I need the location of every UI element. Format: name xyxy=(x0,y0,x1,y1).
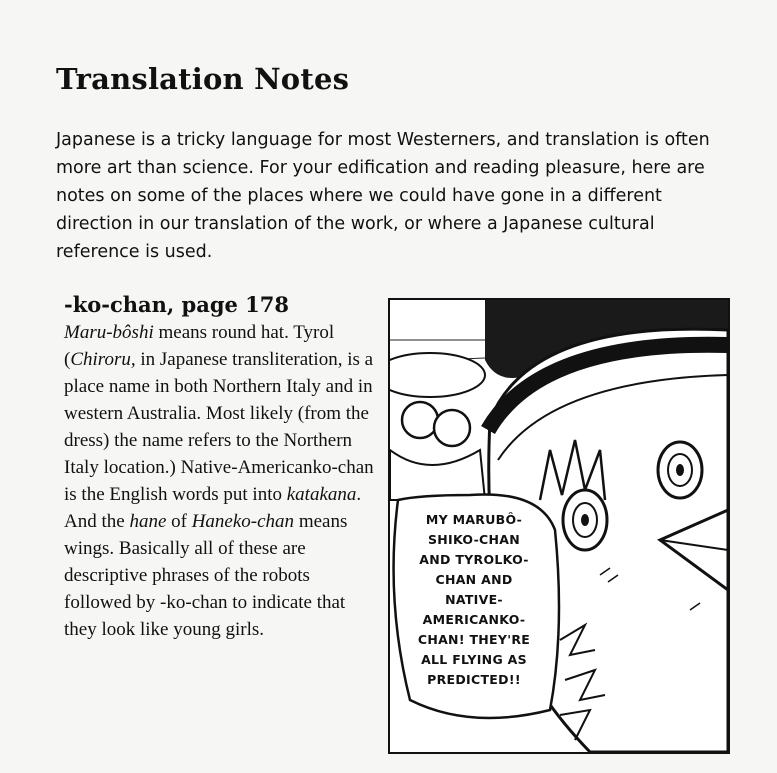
note-text: . And the xyxy=(64,484,362,532)
speech-line: AND TYROLKO- xyxy=(419,552,529,567)
note-text: means round hat. Tyrol ( xyxy=(64,322,335,370)
note-term-chiroru: Chiroru, xyxy=(70,349,136,370)
manga-panel xyxy=(388,298,730,754)
note-text: means wings. Basically all of these are descriptive phrases of the robots followed by -ko-chan to indicate that they look like young girls. xyxy=(64,511,348,640)
speech-line: CHAN! THEY'RE xyxy=(417,632,531,647)
speech-line: NATIVE- xyxy=(445,592,503,607)
note-heading: -ko-chan, page 178 xyxy=(64,292,290,317)
speech-line: SHIKO-CHAN xyxy=(427,532,521,547)
note-term-haneko-chan: Haneko-chan xyxy=(191,511,295,532)
speech-line: CHAN AND xyxy=(435,572,513,587)
speech-bubble-text xyxy=(404,510,544,690)
speech-line: AMERICANKO- xyxy=(422,612,526,627)
page-title: Translation Notes xyxy=(56,62,350,96)
note-term-hane: hane xyxy=(129,511,167,532)
note-body xyxy=(64,319,380,643)
speech-line: MY MARUBÔ- xyxy=(425,512,523,527)
note-text: in Japanese transliteration, is a place name in both Northern Italy and in western Australia. Most likely (from the dress) the name refers to the Northern Italy location.) Native-Americanko-chan is the English words put into xyxy=(64,349,374,505)
intro-paragraph: Japanese is a tricky language for most Westerners, and translation is often more art than science. For your edification and reading pleasure, here are notes on some of the places where we could have gone in a different direction in our translation of the work, or where a Japanese cultural reference is used. xyxy=(56,130,710,262)
note-text: of xyxy=(166,511,192,532)
speech-line: ALL FLYING AS xyxy=(421,652,527,667)
note-term-maru-boshi: Maru-bôshi xyxy=(64,322,154,343)
speech-line: PREDICTED!! xyxy=(427,672,521,687)
note-term-katakana: katakana xyxy=(286,484,357,505)
